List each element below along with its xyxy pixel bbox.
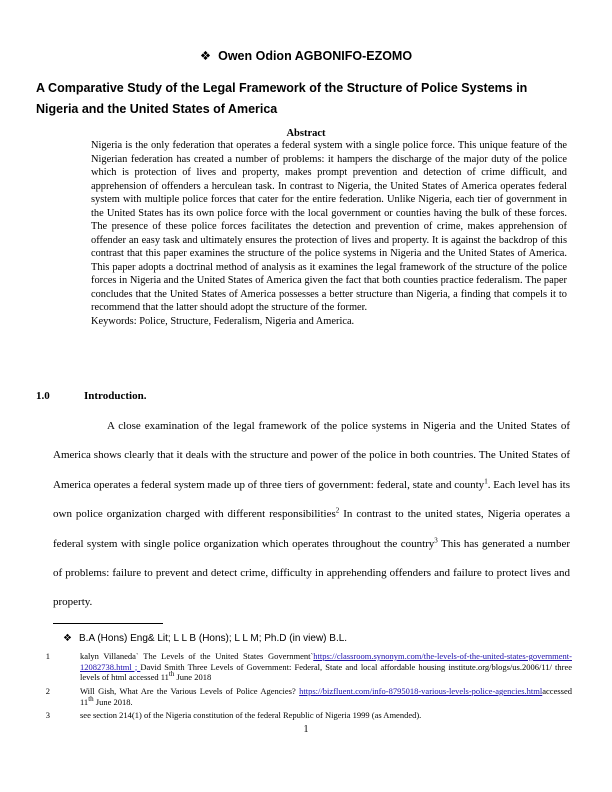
footnote-link[interactable]: https://bizfluent.com/info-8795018-various-levels-police-agencies.html [299, 686, 543, 696]
footnote-2 [36, 686, 572, 707]
abstract-heading: Abstract [286, 128, 326, 139]
footnote-bullet-icon: ❖ [63, 633, 72, 644]
section-heading [36, 390, 146, 402]
footnote-ref-2[interactable]: 2 [335, 506, 340, 515]
footnote-number: 3 [45, 710, 50, 720]
section-title: Introduction. [84, 390, 147, 402]
author-bullet-icon: ❖ [199, 49, 212, 63]
intro-paragraph [53, 412, 570, 618]
intro-text-4: This has generated a number of problems: failure to prevent and detect crime, difficulty in apprehending offenders and failure to protect lives and property. [53, 537, 570, 609]
footnote-ordinal: th [168, 670, 175, 679]
paper-title: A Comparative Study of the Legal Framework of the Structure of Police Systems in Nigeria and the United States of America [36, 81, 528, 116]
footnote-link[interactable]: https://classroom.synonym.com/the-levels-of-the-united-states-government-12082738.html ; [80, 651, 572, 672]
footnote-3 [36, 710, 572, 721]
abstract-text: Nigeria is the only federation that operates a federal system with a single police force. This unique feature of the Nigerian federation has created a number of problems: it hampers the discharge of the major duty of the police which is protection of lives and property, makes prompt prevention and detection of crime difficult, and apprehension of offenders a herculean task. In contrast to Nigeria, the United States of America operates federal system with multiple police forces that cater for the entire federation. Unlike Nigeria, each tier of government in the United States has its own police force with the local government or counties having the bulk of these forces. The presence of these police forces facilitates the detection and prevention of crime, makes apprehension of offender an easy task and ultimately ensures the protection of lives and property. It is against the backdrop of this contrast that this paper examines the structure of the police systems in Nigeria and the United States of America. This paper adopts a doctrinal method of analysis as it examines the legal framework of the structure of the police forces in Nigeria and the United States of America given the fact that both counties practice federalism. The paper concludes that the United States of America possesses a better structure than Nigeria, a finding that compels it to recommend that the latter should adopt the structure of the former. [91, 140, 567, 313]
footnote-text: kalyn Villaneda` The Levels of the United States Government` [80, 651, 314, 661]
author-line [0, 48, 612, 63]
footnote-ref-3[interactable]: 3 [434, 535, 438, 544]
footnote-divider [53, 623, 163, 624]
footnote-number: 1 [45, 651, 50, 661]
footnote-text: see section 214(1) of the Nigeria constitution of the federal Republic of Nigeria 1999 (as Amended). [80, 710, 422, 720]
footnote-number: 2 [45, 686, 50, 696]
footnote-text: June 2018. [93, 696, 133, 707]
author-name: Owen Odion AGBONIFO-EZOMO [218, 49, 413, 63]
footnote-text: June 2018 [174, 672, 212, 683]
intro-text-2: . Each level has its own police organization charged with different responsibilities [53, 478, 570, 521]
footnote-text: David Smith Three Levels of Government: Federal, State and local affordable housing institute.org/blogs/us.2006/11/ three levels of html accessed 11 [80, 661, 572, 683]
intro-text-1: A close examination of the legal framework of the police systems in Nigeria and the United States of America shows clearly that it deals with the structure and power of the police in both countries. The United States of America operates a federal system made up of three tiers of government: federal, state and county [53, 420, 570, 491]
footnote-ref-1[interactable]: 1 [484, 477, 488, 486]
page-number: 1 [303, 724, 309, 735]
abstract-keywords: Keywords: Police, Structure, Federalism, Nigeria and America. [91, 315, 355, 327]
author-footnote [63, 633, 347, 644]
footnote-text: accessed 11 [80, 686, 572, 707]
footnote-text: Will Gish, What Are the Various Levels of Police Agencies? [80, 686, 300, 696]
footnote-ordinal: th [88, 694, 94, 703]
section-number: 1.0 [36, 390, 50, 402]
footnote-1 [36, 651, 572, 683]
abstract-block [91, 139, 567, 328]
intro-text-3: In contrast to the united states, Nigeria operates a federal system with single police organization which operates throughout the country [53, 508, 570, 550]
author-credentials: B.A (Hons) Eng& Lit; L L B (Hons); L L M; Ph.D (in view) B.L. [79, 633, 348, 644]
